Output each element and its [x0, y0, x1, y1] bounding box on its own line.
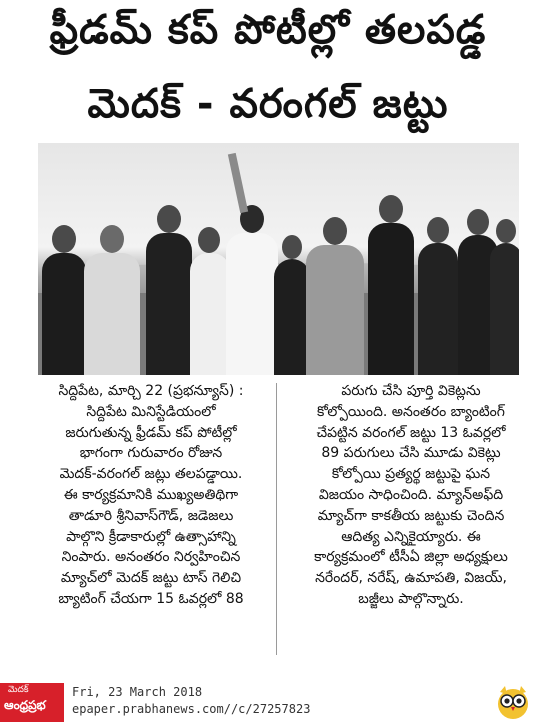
article-line: నరేందర్, నరేష్, ఉమాపతి, విజయ్, — [315, 570, 507, 587]
article-line: జరుగుతున్న ఫ్రీడమ్ కప్ పోటీల్లో — [65, 424, 237, 441]
article-line: తాడూరి శ్రీనివాస్‌గౌడ్, జడెజలు — [68, 507, 234, 524]
article-line: పాల్గొని క్రీడాకారుల్లో ఉత్సాహాన్ని — [66, 528, 236, 545]
article-column-left — [40, 381, 262, 610]
column-divider — [276, 383, 277, 655]
headline-line-1: ఫ్రీడమ్ కప్ పోటీల్లో తలపడ్డ — [49, 7, 487, 53]
article-line: బ్యాటింగ్ చేయగా 15 ఓవర్లలో 88 — [58, 590, 244, 607]
article-line: మ్యాచ్‌గా కాకతీయ జట్టుకు చెందిన — [317, 507, 505, 524]
article-line: బజ్జీలు పాల్గొన్నారు. — [358, 590, 464, 607]
headline-line-2: మెదక్ - వరంగల్ జట్టు — [87, 81, 449, 127]
article-line: ఆదిత్య ఎన్నికైయ్యారు. ఈ — [341, 528, 481, 545]
article-line: సిద్దిపేట మినిస్టేడియంలో — [86, 403, 216, 420]
logo-title: ఆంధ్రప్రభ — [4, 698, 46, 712]
article-line: మ్యాచ్‌లో మెదక్ జట్టు టాస్ గెలిచి — [60, 570, 242, 587]
article-line: 89 పరుగులు చేసి మూడు వికెట్లు — [321, 445, 501, 462]
article-line: భాగంగా గురువారం రోజున — [79, 445, 223, 462]
article-column-right — [300, 381, 522, 610]
article-line: మెదక్-వరంగల్ జట్లు తలపడ్డాయి. — [59, 466, 243, 483]
article-line: ఈ కార్యక్రమానికి ముఖ్యఅతిథిగా — [63, 486, 239, 503]
article-line: సిద్దిపేట, మార్చి 22 (ప్రభన్యూస్) : — [58, 383, 244, 399]
owl-icon — [496, 684, 530, 720]
article-line: కార్యక్రమంలో టీసీఏ జిల్లా అధ్యక్షులు — [314, 549, 508, 566]
footer-url[interactable]: epaper.prabhanews.com//c/27257823 — [72, 702, 311, 716]
footer-date: Fri, 23 March 2018 — [72, 685, 203, 699]
article-line: చేపట్టిన వరంగల్ జట్టు 13 ఓవర్లలో — [316, 424, 506, 441]
article-line: పరుగు చేసి పూర్తి వికెట్లను — [341, 383, 481, 399]
news-photo — [38, 143, 519, 375]
article-line: విజయం సాధించింది. మ్యాన్‌అఫ్‌ది — [318, 486, 504, 503]
article-line: కోల్పోయి ప్రత్యర్థ జట్టుపై ఘన — [331, 466, 491, 483]
article-line: కోల్పోయింది. అనంతరం బ్యాంటింగ్ — [317, 403, 505, 420]
article-line: నింపారు. అనంతరం నిర్వహించిన — [61, 549, 241, 566]
logo-edition-label: మెదక్ — [8, 685, 29, 695]
newspaper-logo — [0, 683, 64, 722]
